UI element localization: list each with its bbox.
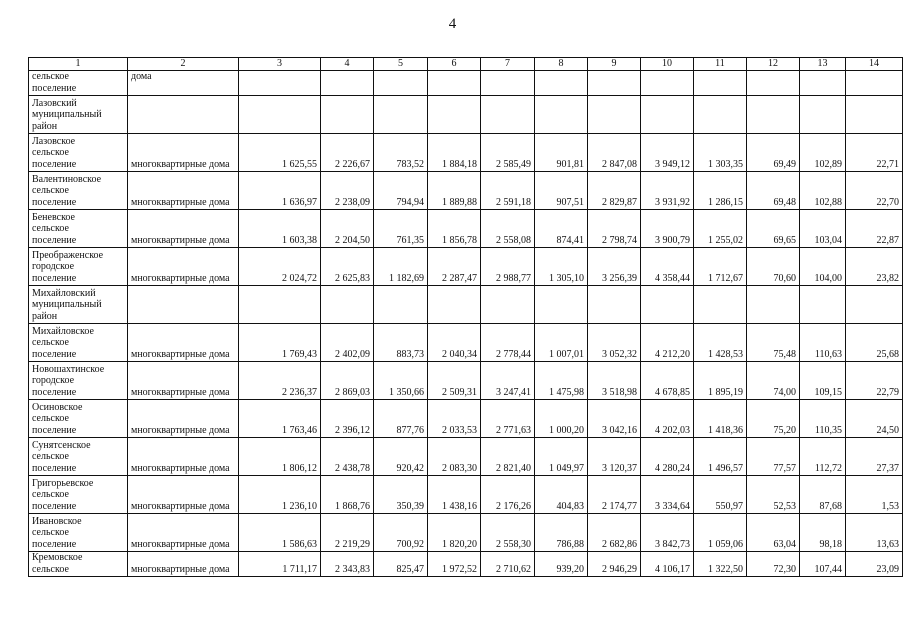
value-cell: 103,04 <box>800 210 846 248</box>
value-cell: 4 358,44 <box>641 248 694 286</box>
value-cell: 2 585,49 <box>481 134 535 172</box>
municipality-name <box>29 400 128 438</box>
municipality-name-line: поселение <box>32 196 77 208</box>
header-row <box>29 58 903 71</box>
value-cell <box>481 286 535 324</box>
value-cell: 102,88 <box>800 172 846 210</box>
value-cell <box>481 71 535 96</box>
municipality-name <box>29 134 128 172</box>
value-cell: 4 678,85 <box>641 362 694 400</box>
housing-type: многоквартирные дома <box>128 514 239 552</box>
municipality-name-line: район <box>32 310 58 322</box>
municipality-name-line: Валентиновское <box>32 173 102 185</box>
value-cell: 2 847,08 <box>588 134 641 172</box>
column-header: 9 <box>588 58 641 71</box>
value-cell: 1 586,63 <box>239 514 321 552</box>
value-cell: 2 798,74 <box>588 210 641 248</box>
value-cell: 2 591,18 <box>481 172 535 210</box>
value-cell <box>535 71 588 96</box>
page-number: 4 <box>448 16 457 32</box>
municipality-name-line: сельское <box>32 489 69 500</box>
table-row <box>29 172 903 210</box>
housing-type: многоквартирные дома <box>128 324 239 362</box>
municipality-name-line: район <box>32 120 58 132</box>
column-header: 7 <box>481 58 535 71</box>
municipality-name-line: Михайловский <box>32 287 96 299</box>
value-cell: 1 350,66 <box>374 362 428 400</box>
value-cell: 2 988,77 <box>481 248 535 286</box>
municipality-name <box>29 362 128 400</box>
municipality-name-line: поселение <box>32 386 77 398</box>
value-cell: 3 256,39 <box>588 248 641 286</box>
value-cell: 1 007,01 <box>535 324 588 362</box>
value-cell: 2 558,30 <box>481 514 535 552</box>
value-cell: 1 236,10 <box>239 476 321 514</box>
municipality-name-line: сельское <box>32 451 69 462</box>
municipality-name-line: Лазовское <box>32 135 76 147</box>
municipality-name-line: поселение <box>32 82 77 94</box>
municipality-name-line: Осиновское <box>32 401 83 413</box>
value-cell <box>800 286 846 324</box>
municipality-name-line: поселение <box>32 272 77 284</box>
housing-type: дома <box>128 71 239 96</box>
value-cell: 23,82 <box>846 248 903 286</box>
value-cell <box>321 286 374 324</box>
value-cell: 761,35 <box>374 210 428 248</box>
value-cell: 786,88 <box>535 514 588 552</box>
housing-type: многоквартирные дома <box>128 248 239 286</box>
tariff-table <box>28 57 903 577</box>
column-header: 10 <box>641 58 694 71</box>
table-row <box>29 286 903 324</box>
value-cell: 1 884,18 <box>428 134 481 172</box>
value-cell: 74,00 <box>747 362 800 400</box>
value-cell: 110,63 <box>800 324 846 362</box>
value-cell: 2 343,83 <box>321 552 374 577</box>
housing-type <box>128 96 239 134</box>
value-cell: 2 226,67 <box>321 134 374 172</box>
value-cell: 75,48 <box>747 324 800 362</box>
value-cell: 1 895,19 <box>694 362 747 400</box>
value-cell: 1 049,97 <box>535 438 588 476</box>
value-cell: 939,20 <box>535 552 588 577</box>
value-cell: 69,49 <box>747 134 800 172</box>
value-cell <box>374 286 428 324</box>
value-cell: 3 518,98 <box>588 362 641 400</box>
housing-type: многоквартирные дома <box>128 134 239 172</box>
value-cell <box>428 286 481 324</box>
value-cell: 2 402,09 <box>321 324 374 362</box>
value-cell: 107,44 <box>800 552 846 577</box>
municipality-name-line: Сунятсенское <box>32 439 91 451</box>
value-cell <box>374 96 428 134</box>
housing-type <box>128 286 239 324</box>
value-cell: 24,50 <box>846 400 903 438</box>
value-cell: 110,35 <box>800 400 846 438</box>
value-cell: 104,00 <box>800 248 846 286</box>
value-cell: 1 972,52 <box>428 552 481 577</box>
table-row <box>29 96 903 134</box>
value-cell: 1 769,43 <box>239 324 321 362</box>
value-cell: 4 212,20 <box>641 324 694 362</box>
value-cell: 69,65 <box>747 210 800 248</box>
value-cell <box>747 71 800 96</box>
value-cell: 2 040,34 <box>428 324 481 362</box>
value-cell: 1 820,20 <box>428 514 481 552</box>
value-cell <box>800 71 846 96</box>
municipality-name <box>29 514 128 552</box>
table-row <box>29 71 903 96</box>
value-cell: 109,15 <box>800 362 846 400</box>
municipality-name-line: поселение <box>32 424 77 436</box>
municipality-name <box>29 71 128 96</box>
value-cell: 3 931,92 <box>641 172 694 210</box>
table-row <box>29 248 903 286</box>
value-cell: 1 625,55 <box>239 134 321 172</box>
value-cell: 2 438,78 <box>321 438 374 476</box>
value-cell <box>239 96 321 134</box>
value-cell: 2 829,87 <box>588 172 641 210</box>
value-cell <box>694 286 747 324</box>
value-cell: 2 176,26 <box>481 476 535 514</box>
value-cell: 901,81 <box>535 134 588 172</box>
table-row <box>29 134 903 172</box>
value-cell: 1 428,53 <box>694 324 747 362</box>
table-row <box>29 476 903 514</box>
municipality-name-line: поселение <box>32 158 77 170</box>
value-cell: 1 856,78 <box>428 210 481 248</box>
municipality-name <box>29 286 128 324</box>
municipality-name <box>29 438 128 476</box>
municipality-name-line: поселение <box>32 348 77 360</box>
value-cell: 1 418,36 <box>694 400 747 438</box>
column-header: 4 <box>321 58 374 71</box>
value-cell: 2 821,40 <box>481 438 535 476</box>
value-cell: 2 396,12 <box>321 400 374 438</box>
municipality-name <box>29 96 128 134</box>
value-cell: 2 625,83 <box>321 248 374 286</box>
value-cell: 1 305,10 <box>535 248 588 286</box>
value-cell: 2 869,03 <box>321 362 374 400</box>
value-cell <box>588 286 641 324</box>
value-cell: 22,70 <box>846 172 903 210</box>
value-cell <box>846 71 903 96</box>
value-cell: 25,68 <box>846 324 903 362</box>
value-cell: 52,53 <box>747 476 800 514</box>
value-cell <box>588 96 641 134</box>
municipality-name-line: Михайловское <box>32 325 94 337</box>
value-cell: 2 083,30 <box>428 438 481 476</box>
value-cell: 3 842,73 <box>641 514 694 552</box>
table-row <box>29 514 903 552</box>
value-cell: 3 042,16 <box>588 400 641 438</box>
value-cell: 22,71 <box>846 134 903 172</box>
housing-type: многоквартирные дома <box>128 400 239 438</box>
value-cell <box>641 71 694 96</box>
value-cell: 877,76 <box>374 400 428 438</box>
value-cell: 3 334,64 <box>641 476 694 514</box>
value-cell: 1 712,67 <box>694 248 747 286</box>
column-header: 11 <box>694 58 747 71</box>
municipality-name-line: Преображенское <box>32 249 104 261</box>
value-cell: 2 771,63 <box>481 400 535 438</box>
value-cell: 1 496,57 <box>694 438 747 476</box>
column-header: 2 <box>128 58 239 71</box>
value-cell: 2 682,86 <box>588 514 641 552</box>
value-cell: 1 303,35 <box>694 134 747 172</box>
value-cell <box>800 96 846 134</box>
value-cell <box>694 71 747 96</box>
value-cell: 700,92 <box>374 514 428 552</box>
value-cell <box>747 286 800 324</box>
value-cell: 1 059,06 <box>694 514 747 552</box>
value-cell: 112,72 <box>800 438 846 476</box>
value-cell: 2 558,08 <box>481 210 535 248</box>
value-cell: 3 052,32 <box>588 324 641 362</box>
value-cell: 1 255,02 <box>694 210 747 248</box>
value-cell: 1 286,15 <box>694 172 747 210</box>
housing-type: многоквартирные дома <box>128 172 239 210</box>
table-row <box>29 400 903 438</box>
value-cell <box>481 96 535 134</box>
value-cell: 3 900,79 <box>641 210 694 248</box>
value-cell: 1 889,88 <box>428 172 481 210</box>
municipality-name-line: сельское <box>32 337 69 348</box>
municipality-name-line: муниципальный <box>32 109 102 120</box>
value-cell <box>321 96 374 134</box>
value-cell: 1 711,17 <box>239 552 321 577</box>
value-cell: 27,37 <box>846 438 903 476</box>
municipality-name-line: сельское <box>32 527 69 538</box>
value-cell: 2 287,47 <box>428 248 481 286</box>
value-cell: 825,47 <box>374 552 428 577</box>
value-cell: 3 949,12 <box>641 134 694 172</box>
value-cell <box>535 96 588 134</box>
value-cell: 77,57 <box>747 438 800 476</box>
value-cell: 70,60 <box>747 248 800 286</box>
value-cell <box>641 286 694 324</box>
value-cell: 63,04 <box>747 514 800 552</box>
value-cell: 2 710,62 <box>481 552 535 577</box>
value-cell <box>374 71 428 96</box>
municipality-name-line: Новошахтинское <box>32 363 105 375</box>
value-cell: 69,48 <box>747 172 800 210</box>
value-cell: 1 000,20 <box>535 400 588 438</box>
value-cell: 3 247,41 <box>481 362 535 400</box>
value-cell: 1 182,69 <box>374 248 428 286</box>
value-cell: 72,30 <box>747 552 800 577</box>
table-row <box>29 552 903 577</box>
value-cell: 1 868,76 <box>321 476 374 514</box>
value-cell: 2 174,77 <box>588 476 641 514</box>
value-cell: 22,79 <box>846 362 903 400</box>
value-cell <box>747 96 800 134</box>
value-cell: 4 106,17 <box>641 552 694 577</box>
column-header: 3 <box>239 58 321 71</box>
value-cell <box>428 96 481 134</box>
value-cell <box>535 286 588 324</box>
municipality-name-line: Ивановское <box>32 515 82 527</box>
municipality-name <box>29 172 128 210</box>
value-cell: 2 778,44 <box>481 324 535 362</box>
municipality-name-line: Кремовское <box>32 552 83 563</box>
municipality-name-line: поселение <box>32 538 77 550</box>
municipality-name-line: Беневское <box>32 211 75 223</box>
value-cell: 1 322,50 <box>694 552 747 577</box>
value-cell <box>694 96 747 134</box>
municipality-name-line: сельское <box>32 71 69 82</box>
municipality-name-line: поселение <box>32 234 77 246</box>
value-cell: 3 120,37 <box>588 438 641 476</box>
value-cell <box>641 96 694 134</box>
column-header: 5 <box>374 58 428 71</box>
value-cell: 794,94 <box>374 172 428 210</box>
value-cell: 1,53 <box>846 476 903 514</box>
housing-type: многоквартирные дома <box>128 476 239 514</box>
value-cell: 883,73 <box>374 324 428 362</box>
column-header: 6 <box>428 58 481 71</box>
value-cell <box>846 96 903 134</box>
value-cell: 98,18 <box>800 514 846 552</box>
value-cell: 1 475,98 <box>535 362 588 400</box>
column-header: 12 <box>747 58 800 71</box>
value-cell: 1 438,16 <box>428 476 481 514</box>
table-row <box>29 324 903 362</box>
housing-type: многоквартирные дома <box>128 552 239 577</box>
municipality-name-line: муниципальный <box>32 299 102 310</box>
value-cell: 1 806,12 <box>239 438 321 476</box>
municipality-name <box>29 324 128 362</box>
municipality-name <box>29 552 128 577</box>
municipality-name-line: сельское <box>32 563 69 575</box>
column-header: 8 <box>535 58 588 71</box>
housing-type: многоквартирные дома <box>128 438 239 476</box>
municipality-name <box>29 210 128 248</box>
value-cell: 2 033,53 <box>428 400 481 438</box>
value-cell: 1 603,38 <box>239 210 321 248</box>
value-cell <box>846 286 903 324</box>
value-cell <box>239 71 321 96</box>
value-cell: 1 763,46 <box>239 400 321 438</box>
value-cell: 2 024,72 <box>239 248 321 286</box>
municipality-name-line: сельское <box>32 185 69 196</box>
municipality-name-line: Григорьевское <box>32 477 94 489</box>
value-cell: 2 219,29 <box>321 514 374 552</box>
value-cell: 23,09 <box>846 552 903 577</box>
municipality-name-line: городское <box>32 261 75 272</box>
table-row <box>29 438 903 476</box>
value-cell: 2 509,31 <box>428 362 481 400</box>
housing-type: многоквартирные дома <box>128 362 239 400</box>
municipality-name-line: поселение <box>32 500 77 512</box>
table-row <box>29 210 903 248</box>
column-header: 14 <box>846 58 903 71</box>
value-cell: 2 238,09 <box>321 172 374 210</box>
municipality-name-line: сельское <box>32 147 69 158</box>
value-cell: 920,42 <box>374 438 428 476</box>
column-header: 13 <box>800 58 846 71</box>
value-cell: 350,39 <box>374 476 428 514</box>
value-cell: 2 946,29 <box>588 552 641 577</box>
value-cell <box>428 71 481 96</box>
value-cell: 874,41 <box>535 210 588 248</box>
municipality-name <box>29 476 128 514</box>
municipality-name-line: городское <box>32 375 75 386</box>
value-cell: 4 202,03 <box>641 400 694 438</box>
column-header: 1 <box>29 58 128 71</box>
value-cell: 404,83 <box>535 476 588 514</box>
value-cell: 13,63 <box>846 514 903 552</box>
municipality-name-line: поселение <box>32 462 77 474</box>
value-cell: 2 204,50 <box>321 210 374 248</box>
value-cell: 550,97 <box>694 476 747 514</box>
housing-type: многоквартирные дома <box>128 210 239 248</box>
value-cell: 2 236,37 <box>239 362 321 400</box>
value-cell: 4 280,24 <box>641 438 694 476</box>
value-cell: 87,68 <box>800 476 846 514</box>
value-cell: 75,20 <box>747 400 800 438</box>
value-cell: 907,51 <box>535 172 588 210</box>
municipality-name <box>29 248 128 286</box>
value-cell: 783,52 <box>374 134 428 172</box>
value-cell: 1 636,97 <box>239 172 321 210</box>
table-row <box>29 362 903 400</box>
value-cell: 102,89 <box>800 134 846 172</box>
value-cell <box>321 71 374 96</box>
value-cell: 22,87 <box>846 210 903 248</box>
municipality-name-line: сельское <box>32 413 69 424</box>
value-cell <box>588 71 641 96</box>
value-cell <box>239 286 321 324</box>
table-body <box>29 71 903 577</box>
municipality-name-line: Лазовский <box>32 97 77 109</box>
municipality-name-line: сельское <box>32 223 69 234</box>
